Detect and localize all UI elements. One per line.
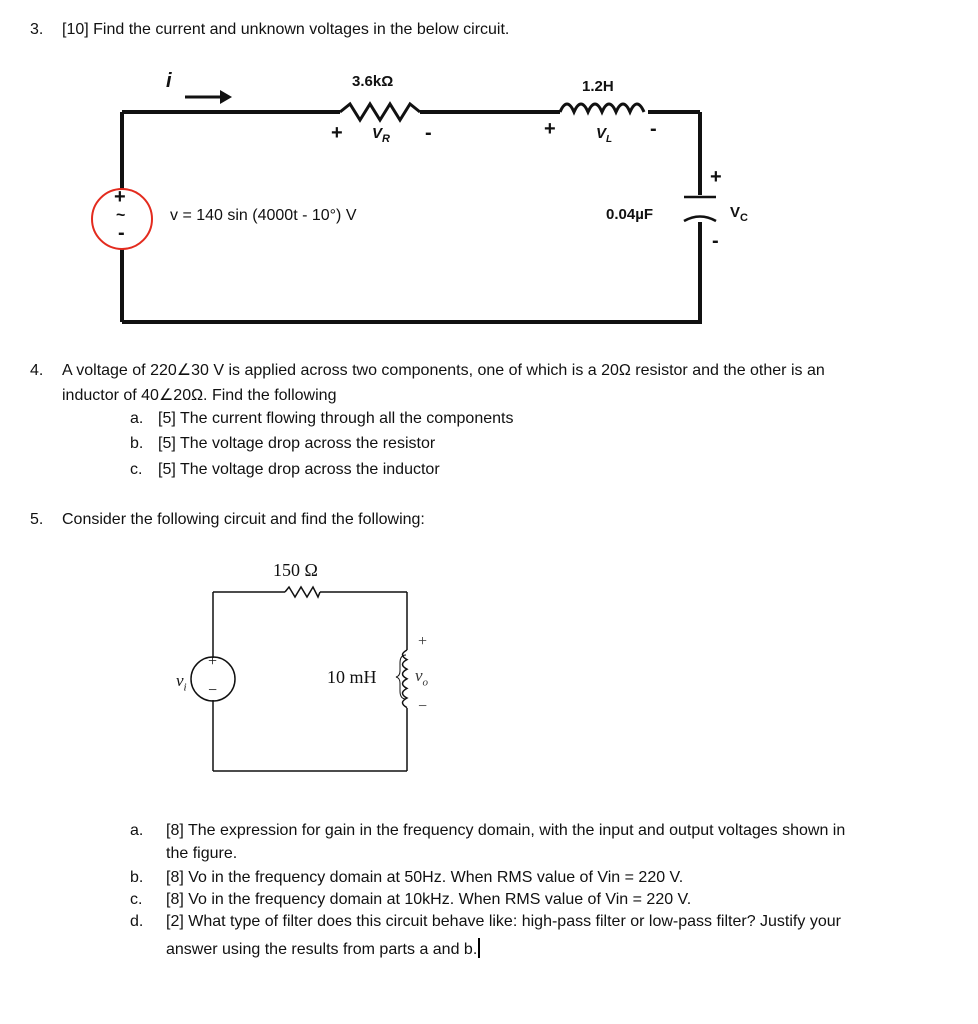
q4-item-a-letter: a. <box>130 410 144 427</box>
q5-item-b-text: [8] Vo in the frequency domain at 50Hz. When RMS value of Vin = 220 V. <box>166 869 684 886</box>
q3-resistor-plus: + <box>331 122 343 144</box>
q3-inductor-plus: + <box>544 118 556 140</box>
q5-resistor-symbol <box>285 587 320 597</box>
q5-output-minus: − <box>418 698 428 715</box>
q5-vi-letter: v <box>176 671 184 690</box>
q5-item-d-letter: d. <box>130 913 144 930</box>
q4-item-c-letter: c. <box>130 461 143 478</box>
q5-inductor-value: 10 mH <box>327 667 377 687</box>
q3-capacitor-value: 0.04µF <box>606 206 653 223</box>
q5-vi-sub: i <box>183 681 187 694</box>
q4-text-line1: A voltage of 220∠30 V is applied across two components, one of which is a 20Ω resistor and the other is an <box>62 362 825 379</box>
q3-vc-letter: V <box>730 204 741 221</box>
q3-vr-sub: R <box>382 133 390 145</box>
q5-item-d-cont <box>166 938 480 959</box>
q3-current-label: i <box>166 70 172 92</box>
q5-item-c <box>130 891 691 909</box>
text-cursor[interactable] <box>478 938 480 958</box>
q4-item-a-text: [5] The current flowing through all the components <box>158 410 514 427</box>
q5-number: 5. <box>30 511 44 528</box>
q5-vo-letter: v <box>415 666 423 685</box>
q5-item-a-letter: a. <box>130 822 144 839</box>
q3-resistor-value: 3.6kΩ <box>352 73 394 90</box>
q5-text: Consider the following circuit and find the following: <box>62 511 425 528</box>
q3-vl-letter: V <box>596 125 607 142</box>
q5-output-plus: + <box>418 633 428 650</box>
q5-item-d-text: [2] What type of filter does this circuit behave like: high-pass filter or low-pass filter? Justify your <box>166 913 841 930</box>
q3-capacitor-minus: - <box>712 230 719 252</box>
q5-vo-sub: o <box>422 676 429 689</box>
q3-capacitor-plus: + <box>710 166 722 188</box>
q5-input-label <box>176 671 187 693</box>
q5-output-label <box>415 666 428 688</box>
q5-resistor-value: 150 Ω <box>273 560 318 580</box>
q4-number: 4. <box>30 362 44 379</box>
q5-item-c-letter: c. <box>130 891 143 908</box>
q5-source-minus: − <box>208 682 218 699</box>
q3-resistor-minus: - <box>425 122 432 144</box>
q5-item-a-text: [8] The expression for gain in the frequency domain, with the input and output voltages shown in <box>166 822 846 839</box>
q4-item-c-text: [5] The voltage drop across the inductor <box>158 461 440 478</box>
q5-wires <box>213 592 407 771</box>
q3-vl-sub: L <box>606 134 613 145</box>
q5-item-a <box>130 822 845 840</box>
q3-vc-sub: C <box>740 212 748 224</box>
q4-item-b-letter: b. <box>130 435 144 452</box>
q3-inductor-minus: - <box>650 118 657 140</box>
q5-item-c-text: [8] Vo in the frequency domain at 10kHz. When RMS value of Vin = 220 V. <box>166 891 692 908</box>
q4-item-b-text: [5] The voltage drop across the resistor <box>158 435 436 452</box>
q3-source-minus: - <box>118 222 125 244</box>
q4-line2: inductor of 40∠20Ω. Find the following <box>62 387 337 404</box>
q5-item-a-cont: the figure. <box>166 845 238 862</box>
q5-source-plus: + <box>208 653 218 670</box>
q3-vr-letter: V <box>372 125 383 142</box>
q3-source-plus: + <box>114 186 126 208</box>
q3-inductor-value: 1.2H <box>582 78 614 95</box>
q3-source-expression: v = 140 sin (4000t - 10°) V <box>170 207 357 224</box>
q5-item-b-letter: b. <box>130 869 144 886</box>
q3-text: [10] Find the current and unknown voltages in the below circuit. <box>62 21 510 38</box>
q5-item-b <box>130 869 683 887</box>
q5-item-d-text2: answer using the results from parts a and b. <box>166 941 478 958</box>
q5-item-d <box>130 913 841 931</box>
q3-number: 3. <box>30 21 44 38</box>
q3-source-tilde: ~ <box>116 207 126 224</box>
